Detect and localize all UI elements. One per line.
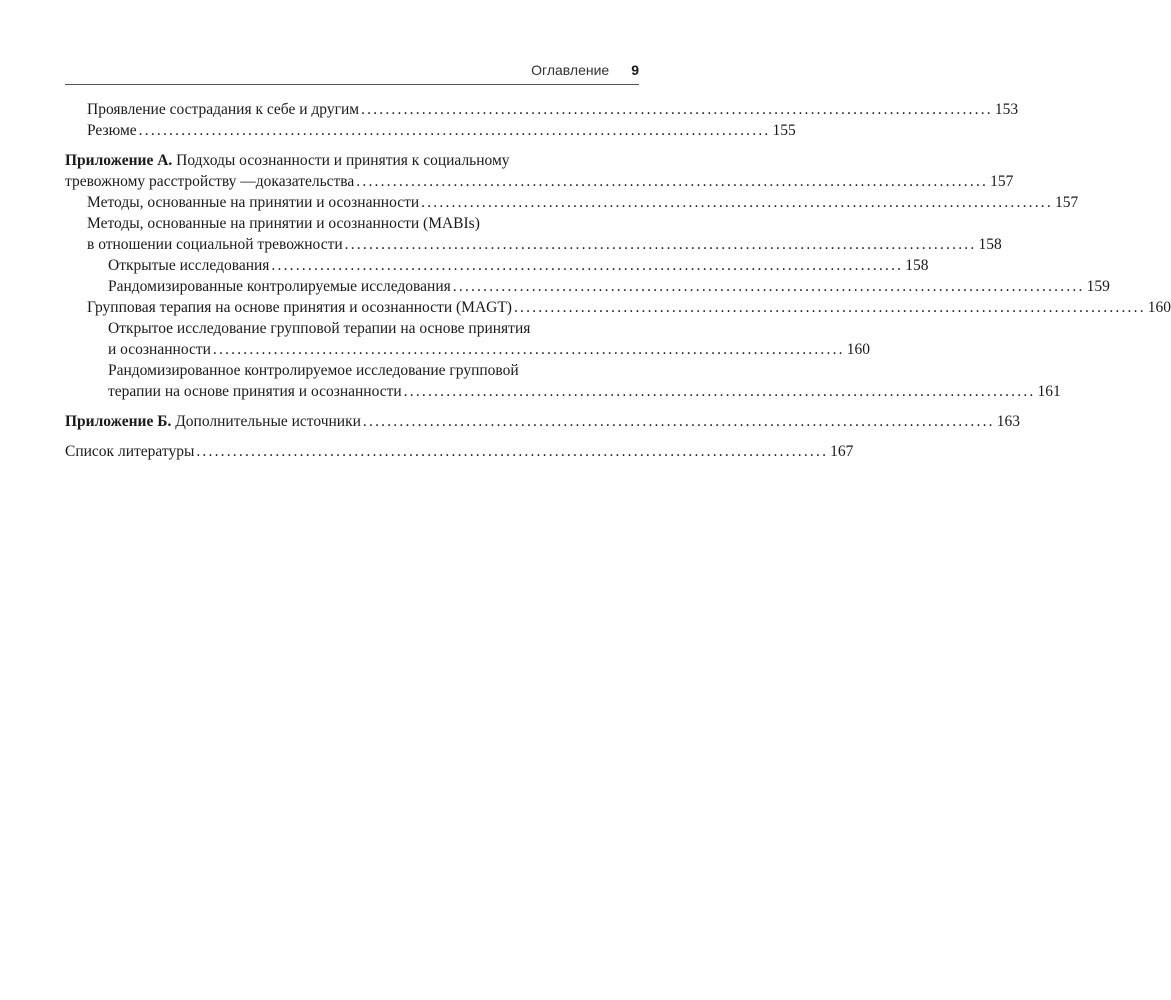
toc-entry-references xyxy=(65,441,854,462)
toc-entry xyxy=(87,120,796,141)
toc-entry-title-continued: в отношении социальной тревожности xyxy=(87,236,343,253)
appendix-label: Приложение Б. xyxy=(65,413,172,430)
toc-entry-title: Список литературы xyxy=(65,443,195,460)
toc-page-number: 157 xyxy=(1054,194,1079,211)
dot-leader: ........................................................................................................ xyxy=(271,257,904,274)
toc-page-number: 161 xyxy=(1037,383,1061,400)
dot-leader: ........................................................................................................ xyxy=(361,101,993,118)
toc-entry-title: Подходы осознанности и принятия к социальному xyxy=(172,152,510,169)
toc-entry-title-continued: терапии на основе принятия и осознанности xyxy=(108,383,402,400)
dot-leader: ........................................................................................................ xyxy=(513,299,1146,316)
toc-entry-appendix-a xyxy=(65,150,1014,192)
toc-page-number: 158 xyxy=(905,257,929,274)
toc-entry xyxy=(108,318,870,360)
dot-leader: ........................................................................................................ xyxy=(196,443,829,460)
toc-entry-title: Открытое исследование групповой терапии на основе принятия xyxy=(108,320,531,337)
running-head-title: Оглавление xyxy=(531,62,610,78)
toc-entry-title-continued: и осознанности xyxy=(108,341,211,358)
dot-leader: ........................................................................................................ xyxy=(212,341,845,358)
toc-entry-appendix-b xyxy=(65,411,1020,432)
running-head-page-number: 9 xyxy=(631,62,639,78)
toc-entry-title: Методы, основанные на принятии и осознанности (MABIs) xyxy=(87,215,480,232)
toc-entry xyxy=(87,99,1019,120)
header-rule xyxy=(65,84,639,85)
toc-entry-title: Резюме xyxy=(87,122,137,139)
toc-entry xyxy=(108,276,1110,297)
toc-page-number: 155 xyxy=(772,122,796,139)
toc-page-number: 160 xyxy=(1147,299,1171,316)
toc-entry-title: Рандомизированное контролируемое исследование групповой xyxy=(108,362,519,379)
toc-entry xyxy=(87,297,1171,318)
toc-page-number: 163 xyxy=(996,413,1020,430)
running-head xyxy=(65,62,639,82)
toc-entry-title: Дополнительные источники xyxy=(171,413,361,430)
toc-entry-title: Методы, основанные на принятии и осознанности xyxy=(87,194,420,211)
toc-page-number: 160 xyxy=(846,341,870,358)
toc-entry-title-continued: тревожному расстройству —доказательства xyxy=(65,173,355,190)
toc-entry-title: Проявление сострадания к себе и другим xyxy=(87,101,360,118)
toc-page-number: 167 xyxy=(830,443,854,460)
toc-entry xyxy=(87,192,1079,213)
toc-page-number: 158 xyxy=(978,236,1002,253)
dot-leader: ........................................................................................................ xyxy=(356,173,989,190)
appendix-label: Приложение А. xyxy=(65,152,173,169)
dot-leader: ........................................................................................................ xyxy=(138,122,771,139)
dot-leader: ........................................................................................................ xyxy=(344,236,977,253)
toc-entry-title: Групповая терапия на основе принятия и осознанности (MAGT) xyxy=(87,299,512,316)
table-of-contents xyxy=(65,99,1171,462)
dot-leader: ........................................................................................................ xyxy=(421,194,1053,211)
dot-leader: ........................................................................................................ xyxy=(362,413,995,430)
toc-entry-title: Рандомизированные контролируемые исследования xyxy=(108,278,451,295)
toc-page-number: 159 xyxy=(1086,278,1110,295)
toc-entry xyxy=(87,213,1002,255)
toc-entry xyxy=(108,360,1061,402)
toc-entry xyxy=(108,255,929,276)
toc-entry-title: Открытые исследования xyxy=(108,257,270,274)
toc-page-number: 157 xyxy=(990,173,1014,190)
toc-page-number: 153 xyxy=(994,101,1019,118)
dot-leader: ........................................................................................................ xyxy=(452,278,1085,295)
dot-leader: ........................................................................................................ xyxy=(403,383,1036,400)
